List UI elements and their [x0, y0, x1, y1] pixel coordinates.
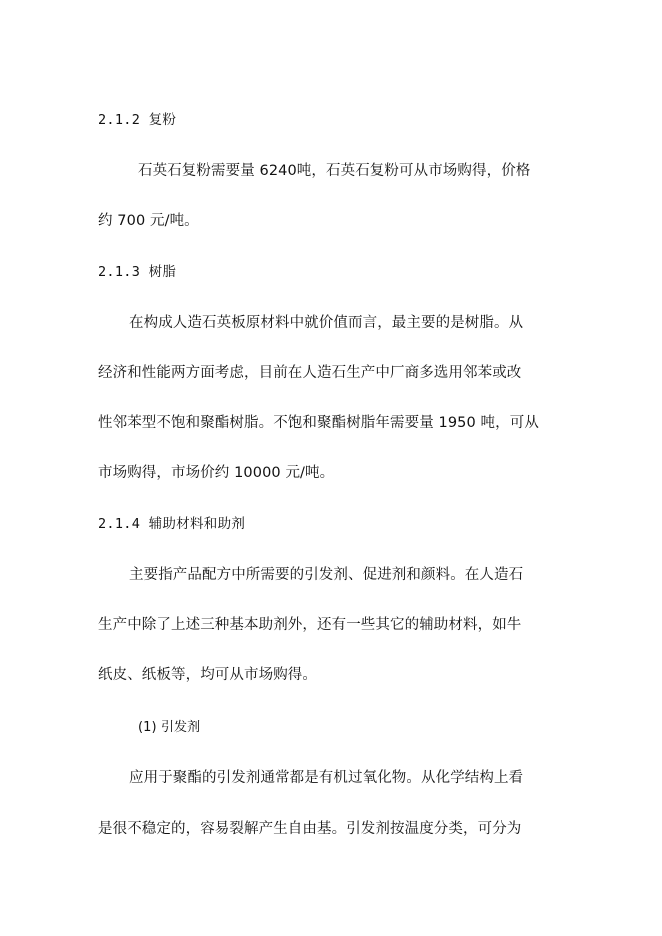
section-heading-2-1-4: 2.1.4 辅助材料和助剂: [98, 516, 246, 532]
paragraph-line: 性邻苯型不饱和聚酯树脂。不饱和聚酯树脂年需要量 1950 吨，可从: [98, 415, 539, 431]
paragraph-line: 约 700 元/吨。: [98, 213, 199, 229]
section-heading-2-1-3: 2.1.3 树脂: [98, 264, 177, 280]
paragraph-line: 市场购得，市场价约 10000 元/吨。: [98, 465, 335, 481]
paragraph-line: 经济和性能两方面考虑，目前在人造石生产中厂商多选用邻苯或改: [98, 365, 522, 381]
paragraph-line: 主要指产品配方中所需要的引发剂、促进剂和颜料。在人造石: [129, 567, 524, 583]
paragraph-line: 应用于聚酯的引发剂通常都是有机过氧化物。从化学结构上看: [129, 770, 524, 786]
paragraph-line: 生产中除了上述三种基本助剂外，还有一些其它的辅助材料，如牛: [98, 617, 522, 633]
paragraph-line: 在构成人造石英板原材料中就价值而言，最主要的是树脂。从: [129, 315, 524, 331]
section-heading-2-1-2: 2.1.2 复粉: [98, 112, 177, 128]
paragraph-line: 石英石复粉需要量 6240吨，石英石复粉可从市场购得，价格: [138, 163, 531, 179]
paragraph-line: 是很不稳定的，容易裂解产生自由基。引发剂按温度分类，可分为: [98, 821, 522, 837]
paragraph-line: 纸皮、纸板等，均可从市场购得。: [98, 667, 317, 683]
subsection-heading-initiator: (1) 引发剂: [138, 720, 201, 735]
